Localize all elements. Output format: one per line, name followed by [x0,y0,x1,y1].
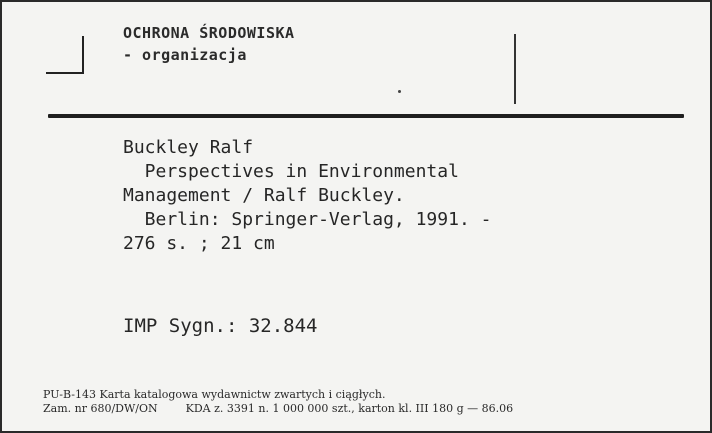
entry-line: Management / Ralf Buckley. [123,185,405,206]
entry-line: Buckley Ralf [123,137,254,158]
footer-line-2: Zam. nr 680/DW/ON KDA z. 3391 n. 1 000 000 szt., karton kl. III 180 g — 86.06 [43,402,514,415]
ink-dot [398,90,401,93]
bibliographic-entry [123,136,491,256]
entry-line: Berlin: Springer-Verlag, 1991. - [123,209,492,230]
entry-line: Perspectives in Environmental [123,161,459,182]
subject-line-2: - organizacja [123,46,247,64]
subject-heading [123,22,295,66]
corner-mark [46,36,84,74]
footer-line-1: PU-B-143 Karta katalogowa wydawnictw zwartych i ciągłych. [43,388,386,401]
call-number: IMP Sygn.: 32.844 [123,315,318,337]
horizontal-rule [48,114,684,118]
printed-footer [43,388,513,416]
subject-line-1: OCHRONA ŚRODOWISKA [123,24,295,42]
entry-line: 276 s. ; 21 cm [123,233,275,254]
vertical-divider [514,34,516,104]
